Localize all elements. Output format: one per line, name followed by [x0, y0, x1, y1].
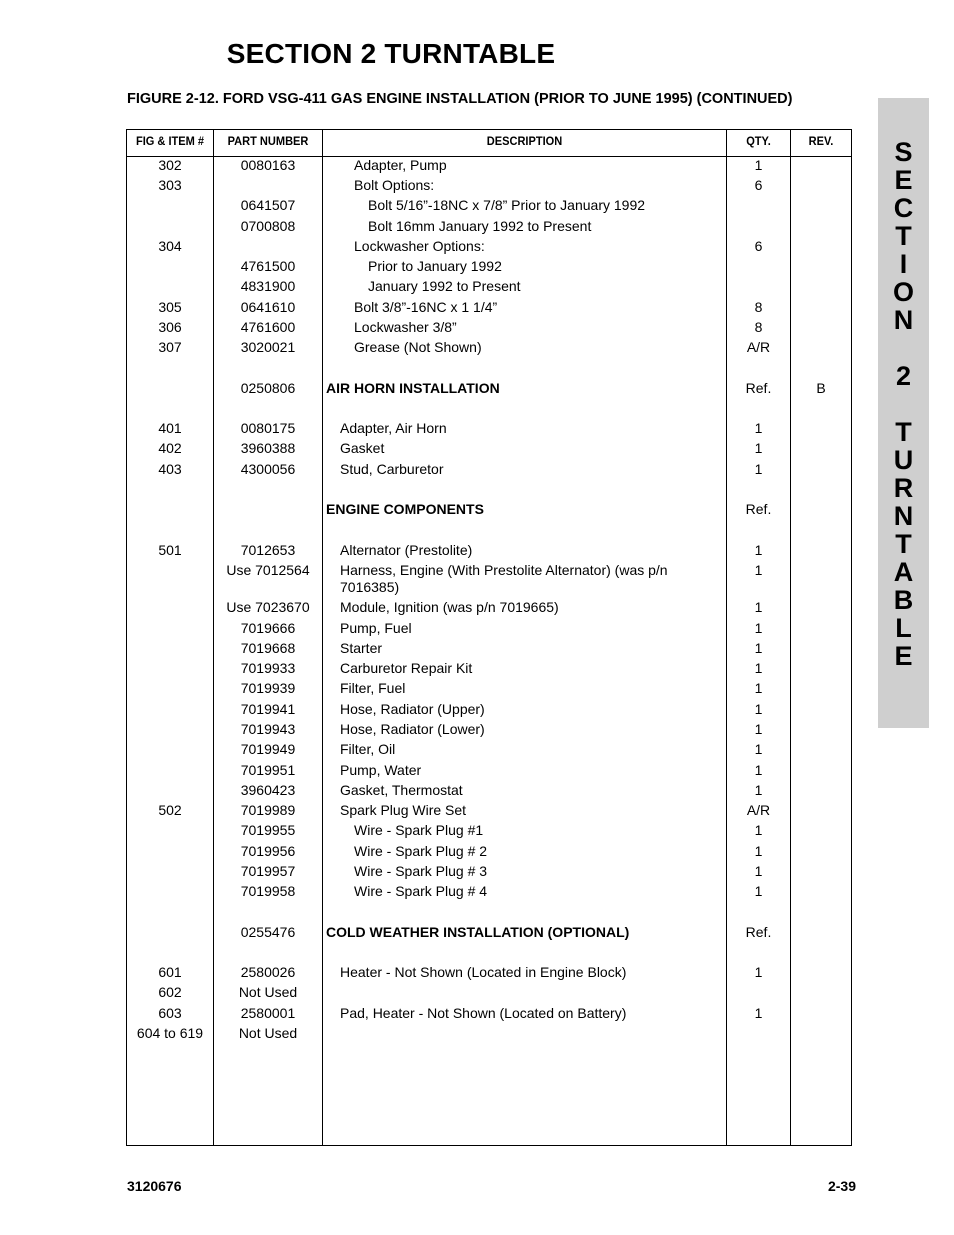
cell-part-number: 3960388 — [240, 440, 296, 456]
cell-description: Adapter, Air Horn — [340, 420, 447, 436]
cell-part-number: 7019951 — [240, 762, 296, 778]
cell-part-number: Use 7012564 — [226, 562, 310, 578]
cell-description: Lockwasher Options: — [354, 238, 485, 254]
cell-description: Wire - Spark Plug # 3 — [354, 863, 488, 879]
cell-part-number: 7019933 — [240, 660, 296, 676]
side-tab-letter: A — [893, 557, 914, 587]
cell-description: Heater - Not Shown (Located in Engine Block) — [340, 964, 627, 980]
cell-part-number: 7019949 — [240, 741, 296, 757]
cell-description: Harness, Engine (With Prestolite Alternator) (was p/n 7016385) — [340, 562, 668, 595]
cell-description: Prior to January 1992 — [368, 258, 502, 274]
cell-item-number: 307 — [158, 339, 182, 355]
cell-part-number: 7019957 — [240, 863, 296, 879]
cell-qty: 1 — [754, 701, 763, 717]
cell-part-number: 0255476 — [240, 924, 296, 940]
page-number: 2-39 — [827, 1178, 856, 1194]
cell-part-number: Not Used — [238, 984, 298, 1000]
cell-part-number: 4761600 — [240, 319, 296, 335]
cell-qty: 1 — [754, 741, 763, 757]
cell-item-number: 403 — [158, 461, 182, 477]
cell-description: Module, Ignition (was p/n 7019665) — [340, 599, 559, 615]
side-tab-letter: E — [894, 641, 913, 671]
side-tab-letter: C — [893, 193, 914, 223]
cell-part-number: 7019666 — [240, 620, 296, 636]
side-tab-letter: R — [893, 473, 914, 503]
cell-item-number: 501 — [158, 542, 182, 558]
cell-item-number: 306 — [158, 319, 182, 335]
column-header-item: FIG & ITEM # — [135, 134, 205, 148]
cell-qty: 1 — [754, 822, 763, 838]
cell-description: Bolt 16mm January 1992 to Present — [368, 218, 592, 234]
column-header-qty: QTY. — [746, 134, 771, 148]
cell-qty: 1 — [754, 420, 763, 436]
side-tab-letter: O — [892, 277, 914, 307]
cell-part-number: 7019956 — [240, 843, 296, 859]
side-tab-letter: U — [893, 445, 914, 475]
side-tab-letter: B — [893, 585, 914, 615]
cell-description: Stud, Carburetor — [340, 461, 444, 477]
cell-qty: 1 — [754, 762, 763, 778]
cell-item-number: 304 — [158, 238, 182, 254]
cell-part-number: 4831900 — [240, 278, 296, 294]
cell-qty: 1 — [754, 863, 763, 879]
cell-description: Adapter, Pump — [354, 157, 447, 173]
side-tab-letter: L — [895, 613, 912, 643]
page-title: SECTION 2 TURNTABLE — [226, 38, 556, 69]
cell-qty: 1 — [754, 640, 763, 656]
cell-qty: 6 — [754, 238, 763, 254]
cell-part-number: 4300056 — [240, 461, 296, 477]
cell-item-number: 402 — [158, 440, 182, 456]
cell-qty: 1 — [754, 620, 763, 636]
cell-item-number: 305 — [158, 299, 182, 315]
cell-qty: Ref. — [745, 501, 772, 517]
cell-qty: A/R — [746, 339, 771, 355]
side-tab-letter: 2 — [895, 361, 912, 391]
cell-qty: 1 — [754, 440, 763, 456]
cell-part-number: 7012653 — [240, 542, 296, 558]
cell-description: Bolt Options: — [354, 177, 435, 193]
cell-part-number: 0700808 — [240, 218, 296, 234]
cell-qty: 1 — [754, 721, 763, 737]
parts-table — [126, 129, 852, 1146]
cell-qty: 1 — [754, 599, 763, 615]
column-divider — [726, 130, 727, 1145]
side-tab-letter: S — [894, 137, 913, 167]
cell-description: Hose, Radiator (Lower) — [340, 721, 485, 737]
cell-description: Wire - Spark Plug # 2 — [354, 843, 488, 859]
cell-item-number: 601 — [158, 964, 182, 980]
cell-part-number: Not Used — [238, 1025, 298, 1041]
cell-part-number: 0641507 — [240, 197, 296, 213]
cell-description: Pump, Fuel — [340, 620, 412, 636]
cell-description: Wire - Spark Plug # 4 — [354, 883, 488, 899]
cell-description: ENGINE COMPONENTS — [326, 501, 484, 517]
cell-part-number: 7019941 — [240, 701, 296, 717]
cell-description: Gasket, Thermostat — [340, 782, 463, 798]
column-header-rev: REV. — [808, 134, 834, 148]
side-tab-letter: E — [894, 165, 913, 195]
cell-part-number: 2580001 — [240, 1005, 296, 1021]
cell-qty: Ref. — [745, 380, 772, 396]
side-tab-letter: N — [893, 305, 914, 335]
cell-description: COLD WEATHER INSTALLATION (OPTIONAL) — [326, 924, 630, 940]
cell-description: Bolt 3/8”-16NC x 1 1/4” — [354, 299, 498, 315]
cell-qty: 1 — [754, 883, 763, 899]
cell-part-number: 0250806 — [240, 380, 296, 396]
cell-description: Hose, Radiator (Upper) — [340, 701, 485, 717]
cell-qty: 8 — [754, 299, 763, 315]
cell-description: Lockwasher 3/8” — [354, 319, 457, 335]
cell-item-number: 303 — [158, 177, 182, 193]
cell-part-number: 0080175 — [240, 420, 296, 436]
cell-part-number: 0080163 — [240, 157, 296, 173]
cell-qty: 1 — [754, 157, 763, 173]
cell-part-number: 4761500 — [240, 258, 296, 274]
cell-qty: 1 — [754, 461, 763, 477]
cell-part-number: 3960423 — [240, 782, 296, 798]
cell-rev: B — [816, 380, 826, 396]
cell-item-number: 604 to 619 — [136, 1025, 204, 1041]
document-number: 3120676 — [127, 1178, 182, 1194]
cell-part-number: 2580026 — [240, 964, 296, 980]
cell-part-number: 7019939 — [240, 680, 296, 696]
side-tab-letter: T — [895, 221, 912, 251]
cell-qty: 8 — [754, 319, 763, 335]
column-header-part-number: PART NUMBER — [227, 134, 309, 148]
cell-qty: 1 — [754, 562, 763, 578]
cell-qty: 6 — [754, 177, 763, 193]
cell-qty: 1 — [754, 660, 763, 676]
cell-part-number: 7019668 — [240, 640, 296, 656]
cell-description: Gasket — [340, 440, 385, 456]
cell-description: Alternator (Prestolite) — [340, 542, 473, 558]
cell-description: Starter — [340, 640, 383, 656]
cell-description: Pad, Heater - Not Shown (Located on Battery) — [340, 1005, 627, 1021]
side-tab-letter: N — [893, 501, 914, 531]
cell-qty: 1 — [754, 680, 763, 696]
cell-qty: 1 — [754, 843, 763, 859]
cell-description: Carburetor Repair Kit — [340, 660, 473, 676]
cell-part-number: 3020021 — [240, 339, 296, 355]
cell-qty: Ref. — [745, 924, 772, 940]
cell-description: Pump, Water — [340, 762, 422, 778]
cell-description: Filter, Oil — [340, 741, 396, 757]
cell-qty: 1 — [754, 1005, 763, 1021]
cell-qty: A/R — [746, 802, 771, 818]
cell-description: Wire - Spark Plug #1 — [354, 822, 484, 838]
column-divider — [790, 130, 791, 1145]
cell-part-number: 7019955 — [240, 822, 296, 838]
side-tab-letter: T — [895, 529, 912, 559]
cell-description: AIR HORN INSTALLATION — [326, 380, 500, 396]
cell-part-number: 7019958 — [240, 883, 296, 899]
cell-part-number: Use 7023670 — [226, 599, 310, 615]
cell-description: January 1992 to Present — [368, 278, 521, 294]
cell-part-number: 0641610 — [240, 299, 296, 315]
cell-item-number: 302 — [158, 157, 182, 173]
column-divider — [322, 130, 323, 1145]
cell-part-number: 7019943 — [240, 721, 296, 737]
cell-description: Filter, Fuel — [340, 680, 406, 696]
cell-description: Grease (Not Shown) — [354, 339, 482, 355]
cell-description: Spark Plug Wire Set — [340, 802, 467, 818]
side-tab-letter: I — [899, 249, 908, 279]
side-tab-letter: T — [895, 417, 912, 447]
cell-qty: 1 — [754, 964, 763, 980]
cell-description: Bolt 5/16”-18NC x 7/8” Prior to January 1992 — [368, 197, 646, 213]
cell-qty: 1 — [754, 782, 763, 798]
cell-item-number: 603 — [158, 1005, 182, 1021]
column-header-description: DESCRIPTION — [486, 134, 563, 148]
section-side-tab — [878, 98, 929, 728]
figure-title: FIGURE 2-12. FORD VSG-411 GAS ENGINE INSTALLATION (PRIOR TO JUNE 1995) (CONTINUED) — [127, 91, 793, 107]
cell-qty: 1 — [754, 542, 763, 558]
cell-item-number: 401 — [158, 420, 182, 436]
cell-part-number: 7019989 — [240, 802, 296, 818]
cell-item-number: 502 — [158, 802, 182, 818]
cell-item-number: 602 — [158, 984, 182, 1000]
